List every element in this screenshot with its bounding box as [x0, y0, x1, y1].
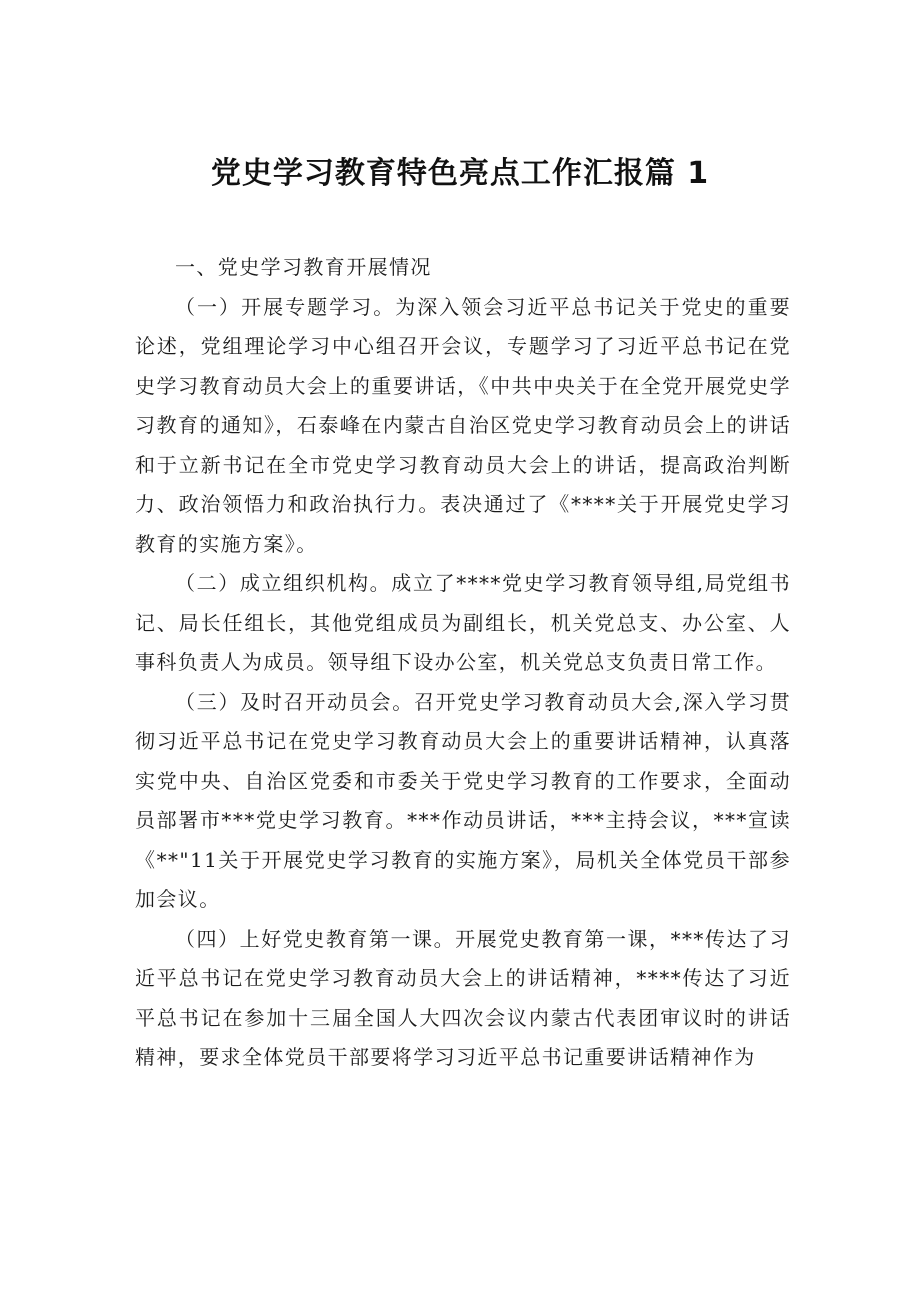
paragraph-1: （一）开展专题学习。为深入领会习近平总书记关于党史的重要论述，党组理论学习中心组召开会议，专题学习了习近平总书记在党史学习教育动员大会上的重要讲话，《中共中央关于在全党开展党史学习教育的通知》，石泰峰在内蒙古自治区党史学习教育动员会上的讲话和于立新书记在全市党史学习教育动员大会上的讲话，提高政治判断力、政治领悟力和政治执行力。表决通过了《****关于开展党史学习教育的实施方案》。 [135, 294, 791, 556]
paragraph-2: （二）成立组织机构。成立了****党史学习教育领导组,局党组书记、局长任组长，其他党组成员为副组长，机关党总支、办公室、人事科负责人为成员。领导组下设办公室，机关党总支负责日常工作。 [135, 571, 791, 674]
document-body [135, 248, 791, 1078]
section-heading: 一、党史学习教育开展情况 [175, 255, 432, 279]
paragraph-4: （四）上好党史教育第一课。开展党史教育第一课，***传达了习近平总书记在党史学习教育动员大会上的讲话精神，****传达了习近平总书记在参加十三届全国人大四次会议内蒙古代表团审议时的讲话精神，要求全体党员干部要将学习习近平总书记重要讲话精神作为 [135, 926, 791, 1069]
paragraph-3: （三）及时召开动员会。召开党史学习教育动员大会,深入学习贯彻习近平总书记在党史学习教育动员大会上的重要讲话精神，认真落实党中央、自治区党委和市委关于党史学习教育的工作要求，全面动员部署市***党史学习教育。***作动员讲话，***主持会议，***宣读《**"11关于开展党史学习教育的实施方案》，局机关全体党员干部参加会议。 [135, 689, 791, 911]
document-title: 党史学习教育特色亮点工作汇报篇 1 [210, 156, 710, 191]
